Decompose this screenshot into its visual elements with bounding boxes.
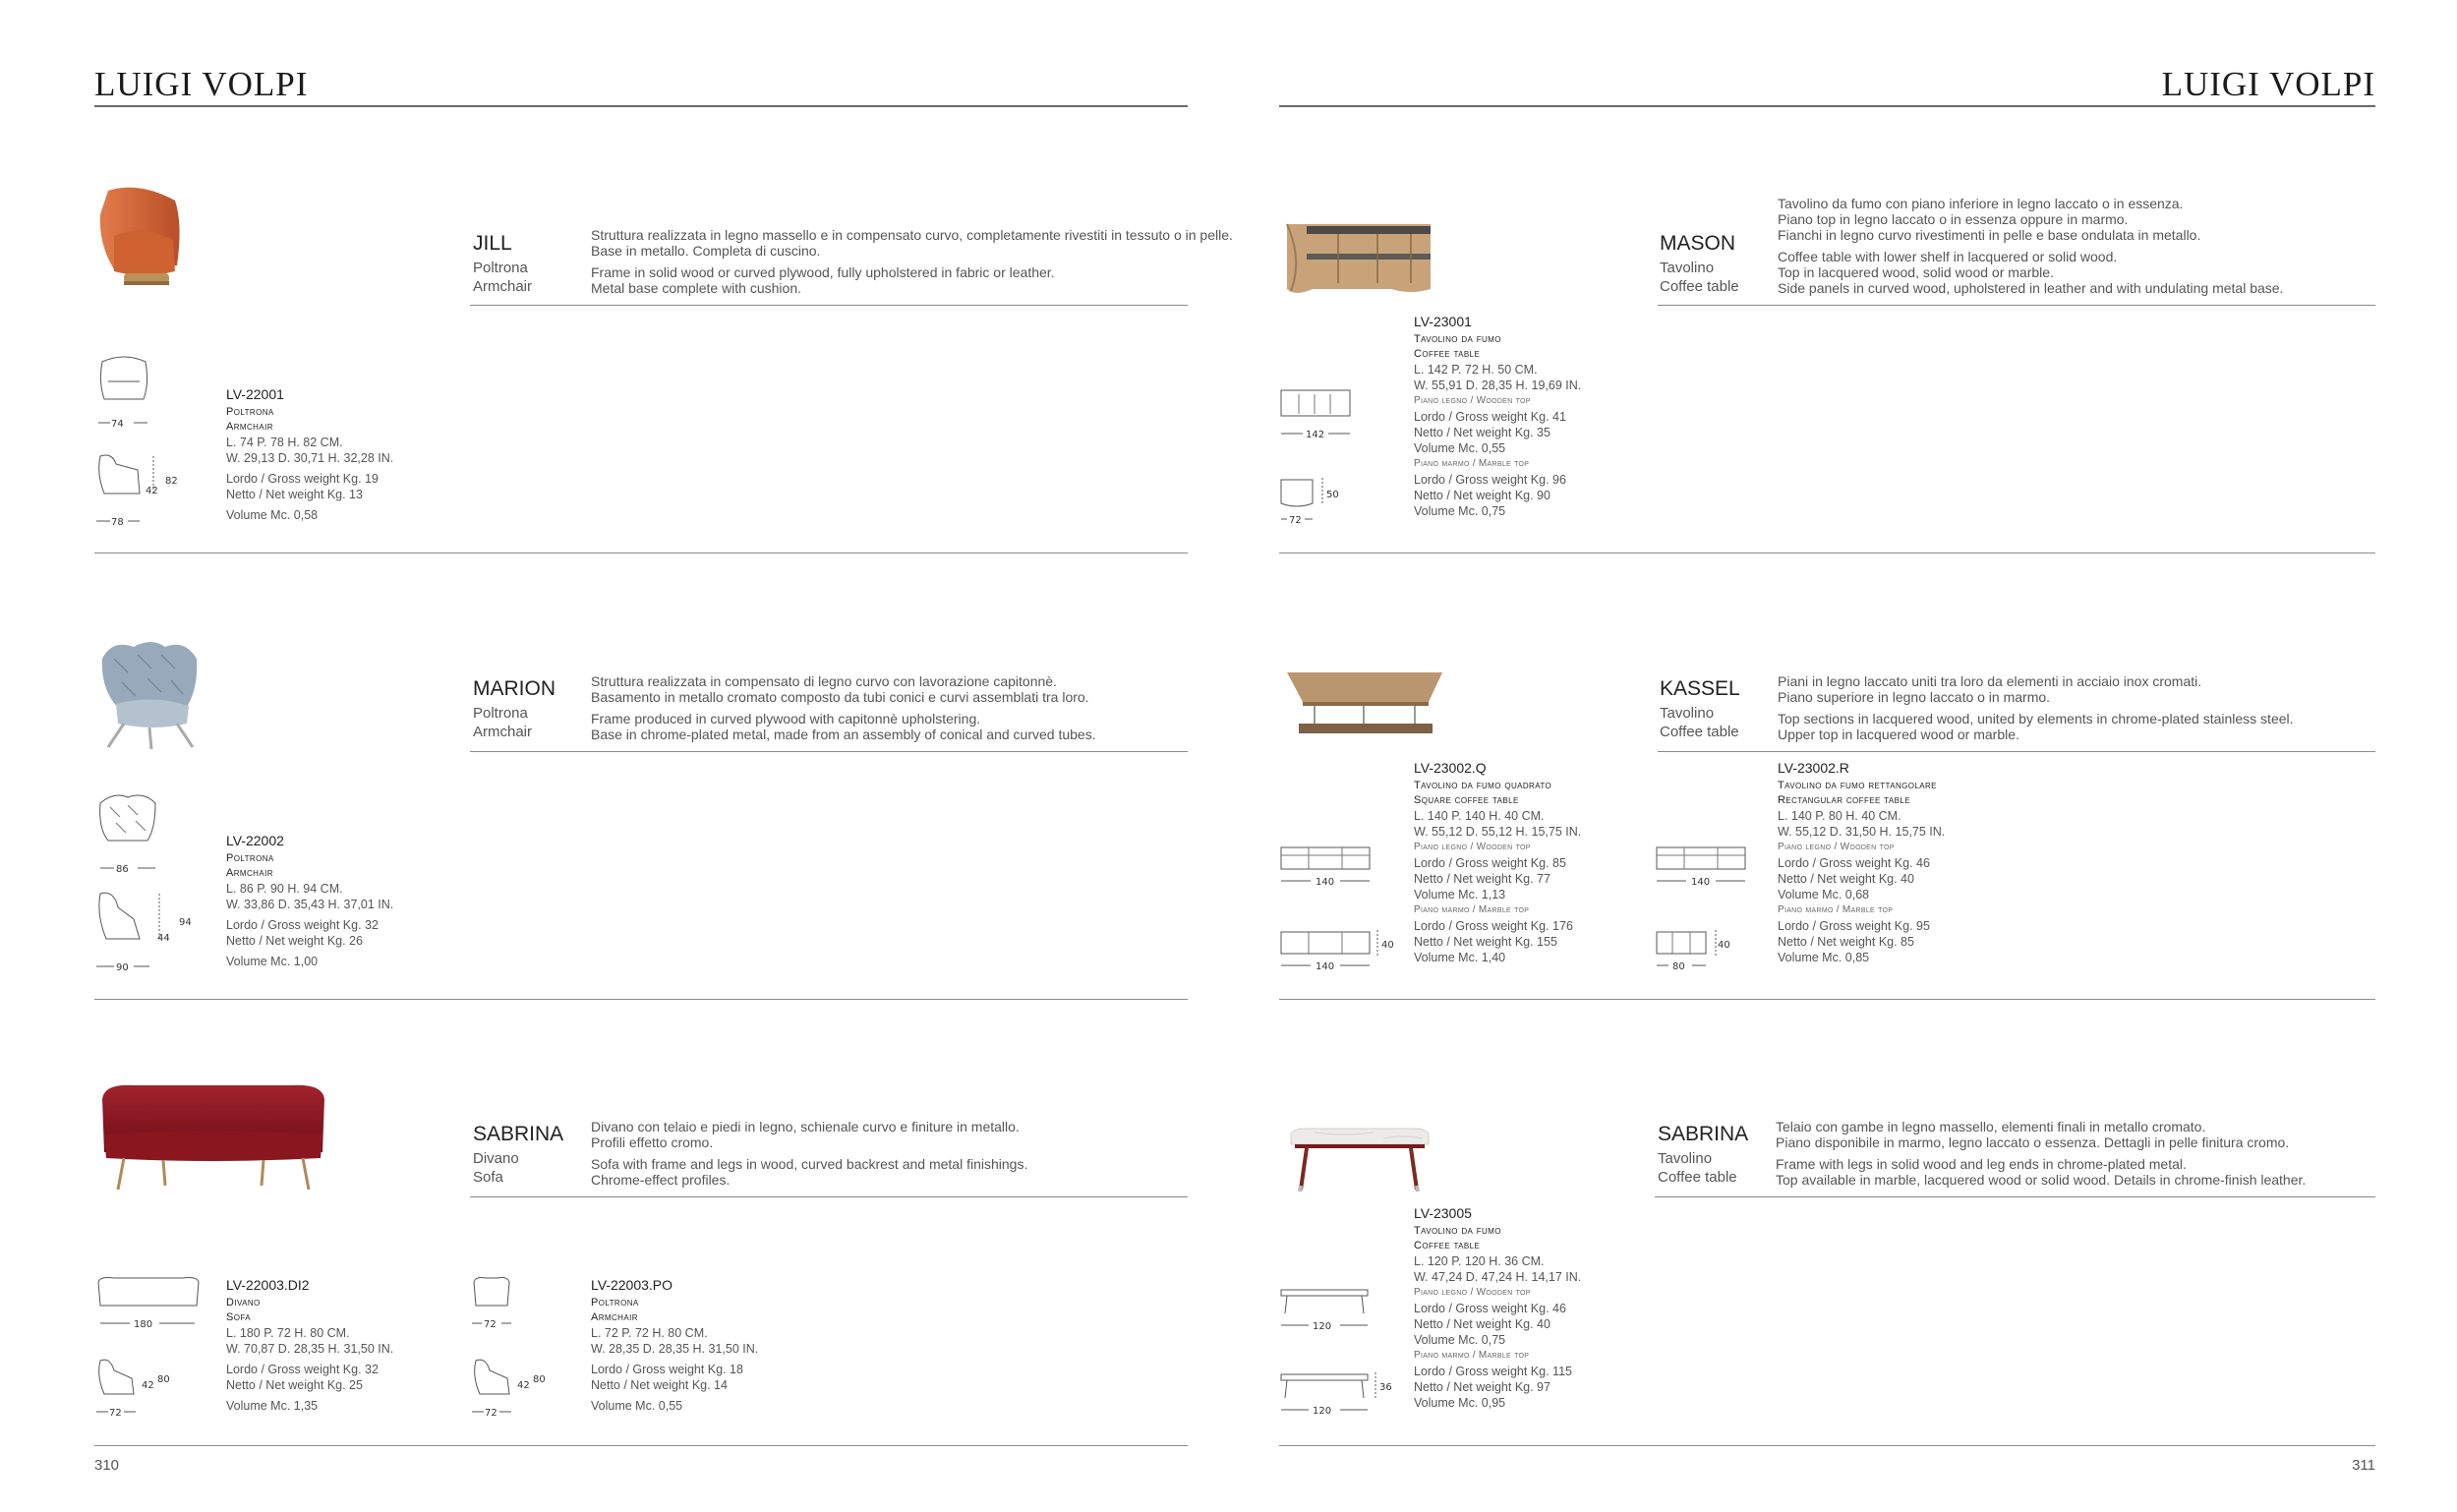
sabrina-armchair-side-height: 80	[533, 1374, 546, 1385]
left-row2-rule	[94, 999, 1188, 1000]
sabrina-sofa-top-drawing	[94, 1276, 203, 1337]
sabrina-sofa-description: Divano con telaio e piedi in legno, schienale curvo e finiture in metallo. Profili effetto cromo. Sofa with frame and legs in wood, curved backrest and metal finishings. Chrome-effect profiles.	[591, 1119, 1028, 1188]
kassel-q-spec: LV-23002.Q Tavolino da fumo quadrato Square coffee table L. 140 P. 140 H. 40 CM. W. 55,12 D. 55,12 H. 15,75 IN. Piano legno / Wooden top Lordo / Gross weight Kg. 85 Netto / Net weight Kg. 77 Volume Mc. 1,13 Piano marmo / Marble top Lordo / Gross weight Kg. 176 Netto / Net weight Kg. 155 Volume Mc. 1,40	[1414, 760, 1582, 964]
kassel-desc-rule	[1658, 751, 2375, 752]
sabrina-table-top-width: 120	[1313, 1321, 1332, 1332]
jill-desc-rule	[470, 305, 1188, 306]
mason-name: MASON	[1660, 232, 1736, 255]
kassel-name: KASSEL	[1660, 677, 1740, 700]
sabrina-table-desc-rule	[1655, 1196, 2375, 1197]
jill-side-height: 82	[165, 476, 178, 487]
sabrina-sofa-top-width: 180	[134, 1319, 153, 1330]
kassel-r-side-drawing	[1655, 928, 1733, 979]
jill-code: LV-22001	[226, 386, 284, 402]
marion-side-drawing	[94, 890, 203, 978]
sabrina-armchair-seat-height: 42	[517, 1380, 530, 1391]
jill-description: Struttura realizzata in legno massello e in compensato curvo, completamente rivestiti in tessuto o in pelle. Base in metallo. Completa di cuscino. Frame in solid wood or curved plywood, fully upholstered in fabric or leather. Metal base complete with cushion.	[591, 227, 1233, 296]
marion-seat-height: 44	[157, 933, 170, 944]
mason-side-width: 72	[1289, 515, 1302, 526]
sabrina-armchair-side-width: 72	[485, 1408, 497, 1416]
kassel-q-side-drawing	[1279, 928, 1397, 979]
left-row1-rule	[94, 552, 1188, 553]
jill-armchair-photo	[94, 185, 183, 298]
kassel-description: Piani in legno laccato uniti tra loro da elementi in acciaio inox cromati. Piano superiore in legno laccato o in marmo. Top sections in lacquered wood, united by elements in chrome-plated stainless steel. Upper top in lacquered wood or marble.	[1778, 673, 2294, 742]
sabrina-sofa-side-height: 80	[157, 1374, 170, 1385]
right-row2-rule	[1279, 999, 2375, 1000]
jill-subnames: Poltrona Armchair	[473, 260, 533, 295]
kassel-q-side-height: 40	[1381, 940, 1394, 951]
marion-side-width: 90	[116, 962, 129, 973]
header-rule-left	[94, 105, 1188, 107]
sabrina-table-side-height: 36	[1379, 1382, 1392, 1393]
mason-side-drawing	[1279, 474, 1348, 529]
sabrina-table-subnames: Tavolino Coffee table	[1658, 1150, 1737, 1186]
kassel-q-code: LV-23002.Q	[1414, 760, 1487, 776]
mason-top-width: 142	[1306, 430, 1325, 440]
sabrina-sofa-name: SABRINA	[473, 1123, 564, 1145]
kassel-r-side-height: 40	[1718, 940, 1730, 951]
right-footer-rule	[1279, 1445, 2375, 1446]
marion-top-drawing	[94, 791, 163, 880]
jill-top-drawing	[94, 354, 153, 433]
kassel-r-top-width: 140	[1691, 877, 1711, 888]
marion-name: MARION	[473, 677, 556, 700]
right-row1-rule	[1279, 552, 2375, 553]
sabrina-table-code: LV-23005	[1414, 1205, 1472, 1221]
sabrina-armchair-spec: LV-22003.PO Poltrona Armchair L. 72 P. 72 H. 80 CM. W. 28,35 D. 28,35 H. 31,50 IN. Lordo / Gross weight Kg. 18 Netto / Net weight Kg. 14 Volume Mc. 0,55	[591, 1277, 759, 1413]
mason-subnames: Tavolino Coffee table	[1660, 260, 1739, 295]
jill-side-width: 78	[111, 517, 124, 528]
kassel-q-side-width: 140	[1316, 961, 1335, 972]
mason-code: LV-23001	[1414, 314, 1472, 329]
mason-spec: LV-23001 Tavolino da fumo Coffee table L. 142 P. 72 H. 50 CM. W. 55,91 D. 28,35 H. 19,69 IN. Piano legno / Wooden top Lordo / Gross weight Kg. 41 Netto / Net weight Kg. 35 Volume Mc. 0,55 Piano marmo / Marble top Lordo / Gross weight Kg. 96 Netto / Net weight Kg. 90 Volume Mc. 0,75	[1414, 314, 1582, 518]
header-rule-right	[1279, 105, 2375, 107]
sabrina-sofa-seat-height: 42	[142, 1380, 154, 1391]
left-footer-rule	[94, 1445, 1188, 1446]
sabrina-table-description: Telaio con gambe in legno massello, elementi finali in metallo cromato. Piano disponibile in marmo, legno laccato o essenza. Dettagli in pelle finitura cromo. Frame with legs in solid wood and leg ends in chrome-plated metal. Top available in marble, lacquered wood or solid wood. Details in chrome-finish leather.	[1776, 1119, 2307, 1188]
sabrina-sofa-subnames: Divano Sofa	[473, 1150, 519, 1186]
jill-spec: LV-22001 Poltrona Armchair L. 74 P. 78 H. 82 CM. W. 29,13 D. 30,71 H. 32,28 IN. Lordo / Gross weight Kg. 19 Netto / Net weight Kg. 13 Volume Mc. 0,58	[226, 386, 394, 522]
kassel-r-side-width: 80	[1672, 961, 1685, 972]
sabrina-armchair-side-drawing	[470, 1357, 568, 1416]
marion-armchair-photo	[94, 639, 207, 752]
jill-side-drawing	[94, 452, 193, 531]
sabrina-table-top-drawing	[1279, 1286, 1377, 1337]
kassel-subnames: Tavolino Coffee table	[1660, 705, 1739, 740]
marion-spec: LV-22002 Poltrona Armchair L. 86 P. 90 H. 94 CM. W. 33,86 D. 35,43 H. 37,01 IN. Lordo / Gross weight Kg. 32 Netto / Net weight Kg. 26 Volume Mc. 1,00	[226, 833, 394, 968]
marion-side-height: 94	[179, 917, 192, 928]
sabrina-sofa-spec: LV-22003.DI2 Divano Sofa L. 180 P. 72 H. 80 CM. W. 70,87 D. 28,35 H. 31,50 IN. Lordo / Gross weight Kg. 32 Netto / Net weight Kg. 25 Volume Mc. 1,35	[226, 1277, 394, 1413]
sabrina-sofa-side-width: 72	[109, 1408, 122, 1416]
kassel-table-photo	[1281, 667, 1448, 745]
jill-top-width: 74	[111, 419, 124, 430]
sabrina-table-side-width: 120	[1313, 1406, 1332, 1417]
mason-table-photo	[1283, 214, 1440, 298]
jill-name: JILL	[473, 232, 512, 255]
sabrina-sofa-code: LV-22003.DI2	[226, 1277, 310, 1293]
sabrina-table-side-drawing	[1279, 1370, 1397, 1422]
page-number-left: 310	[94, 1457, 120, 1474]
marion-top-width: 86	[116, 864, 129, 875]
marion-desc-rule	[470, 751, 1188, 752]
sabrina-table-spec: LV-23005 Tavolino da fumo Coffee table L. 120 P. 120 H. 36 CM. W. 47,24 D. 47,24 H. 14,17 IN. Piano legno / Wooden top Lordo / Gross weight Kg. 46 Netto / Net weight Kg. 40 Volume Mc. 0,75 Piano marmo / Marble top Lordo / Gross weight Kg. 115 Netto / Net weight Kg. 97 Volume Mc. 0,95	[1414, 1205, 1582, 1410]
kassel-r-code: LV-23002.R	[1778, 760, 1849, 776]
brand-right: LUIGI VOLPI	[2161, 65, 2375, 103]
page-number-right: 311	[2352, 1457, 2375, 1474]
mason-desc-rule	[1658, 305, 2375, 306]
sabrina-sofa-side-drawing	[94, 1357, 193, 1416]
kassel-q-top-drawing	[1279, 843, 1377, 895]
kassel-r-spec: LV-23002.R Tavolino da fumo rettangolare Rectangular coffee table L. 140 P. 80 H. 40 CM. W. 55,12 D. 31,50 H. 15,75 IN. Piano legno / Wooden top Lordo / Gross weight Kg. 46 Netto / Net weight Kg. 40 Volume Mc. 0,68 Piano marmo / Marble top Lordo / Gross weight Kg. 95 Netto / Net weight Kg. 85 Volume Mc. 0,85	[1778, 760, 1946, 964]
sabrina-sofa-photo	[94, 1079, 330, 1192]
kassel-r-top-drawing	[1655, 843, 1753, 895]
sabrina-armchair-code: LV-22003.PO	[591, 1277, 673, 1293]
sabrina-armchair-top-drawing	[470, 1276, 529, 1337]
marion-subnames: Poltrona Armchair	[473, 705, 533, 740]
marion-code: LV-22002	[226, 833, 284, 848]
marion-description: Struttura realizzata in compensato di legno curvo con lavorazione capitonnè. Basamento in metallo cromato composto da tubi conici e curvi assemblati tra loro. Frame produced in curved plywood with capitonnè upholstering. Base in chrome-plated metal, made from an assembly of conical and curved tubes.	[591, 673, 1096, 742]
sabrina-armchair-top-width: 72	[484, 1319, 497, 1330]
jill-seat-height: 42	[146, 486, 158, 496]
sabrina-table-name: SABRINA	[1658, 1123, 1749, 1145]
sabrina-table-photo	[1285, 1127, 1433, 1195]
brand-left: LUIGI VOLPI	[94, 65, 309, 103]
mason-side-height: 50	[1326, 490, 1339, 500]
sabrina-sofa-desc-rule	[470, 1196, 1188, 1197]
mason-top-drawing	[1279, 388, 1358, 443]
mason-description: Tavolino da fumo con piano inferiore in legno laccato o in essenza. Piano top in legno laccato o in essenza oppure in marmo. Fianchi in legno curvo rivestimenti in pelle e base ondulata in metallo. Coffee table with lower shelf in lacquered or solid wood. Top in lacquered wood, solid wood or marble. Side panels in curved wood, upholstered in leather and with undulating metal base.	[1778, 196, 2284, 296]
kassel-q-top-width: 140	[1316, 877, 1335, 888]
